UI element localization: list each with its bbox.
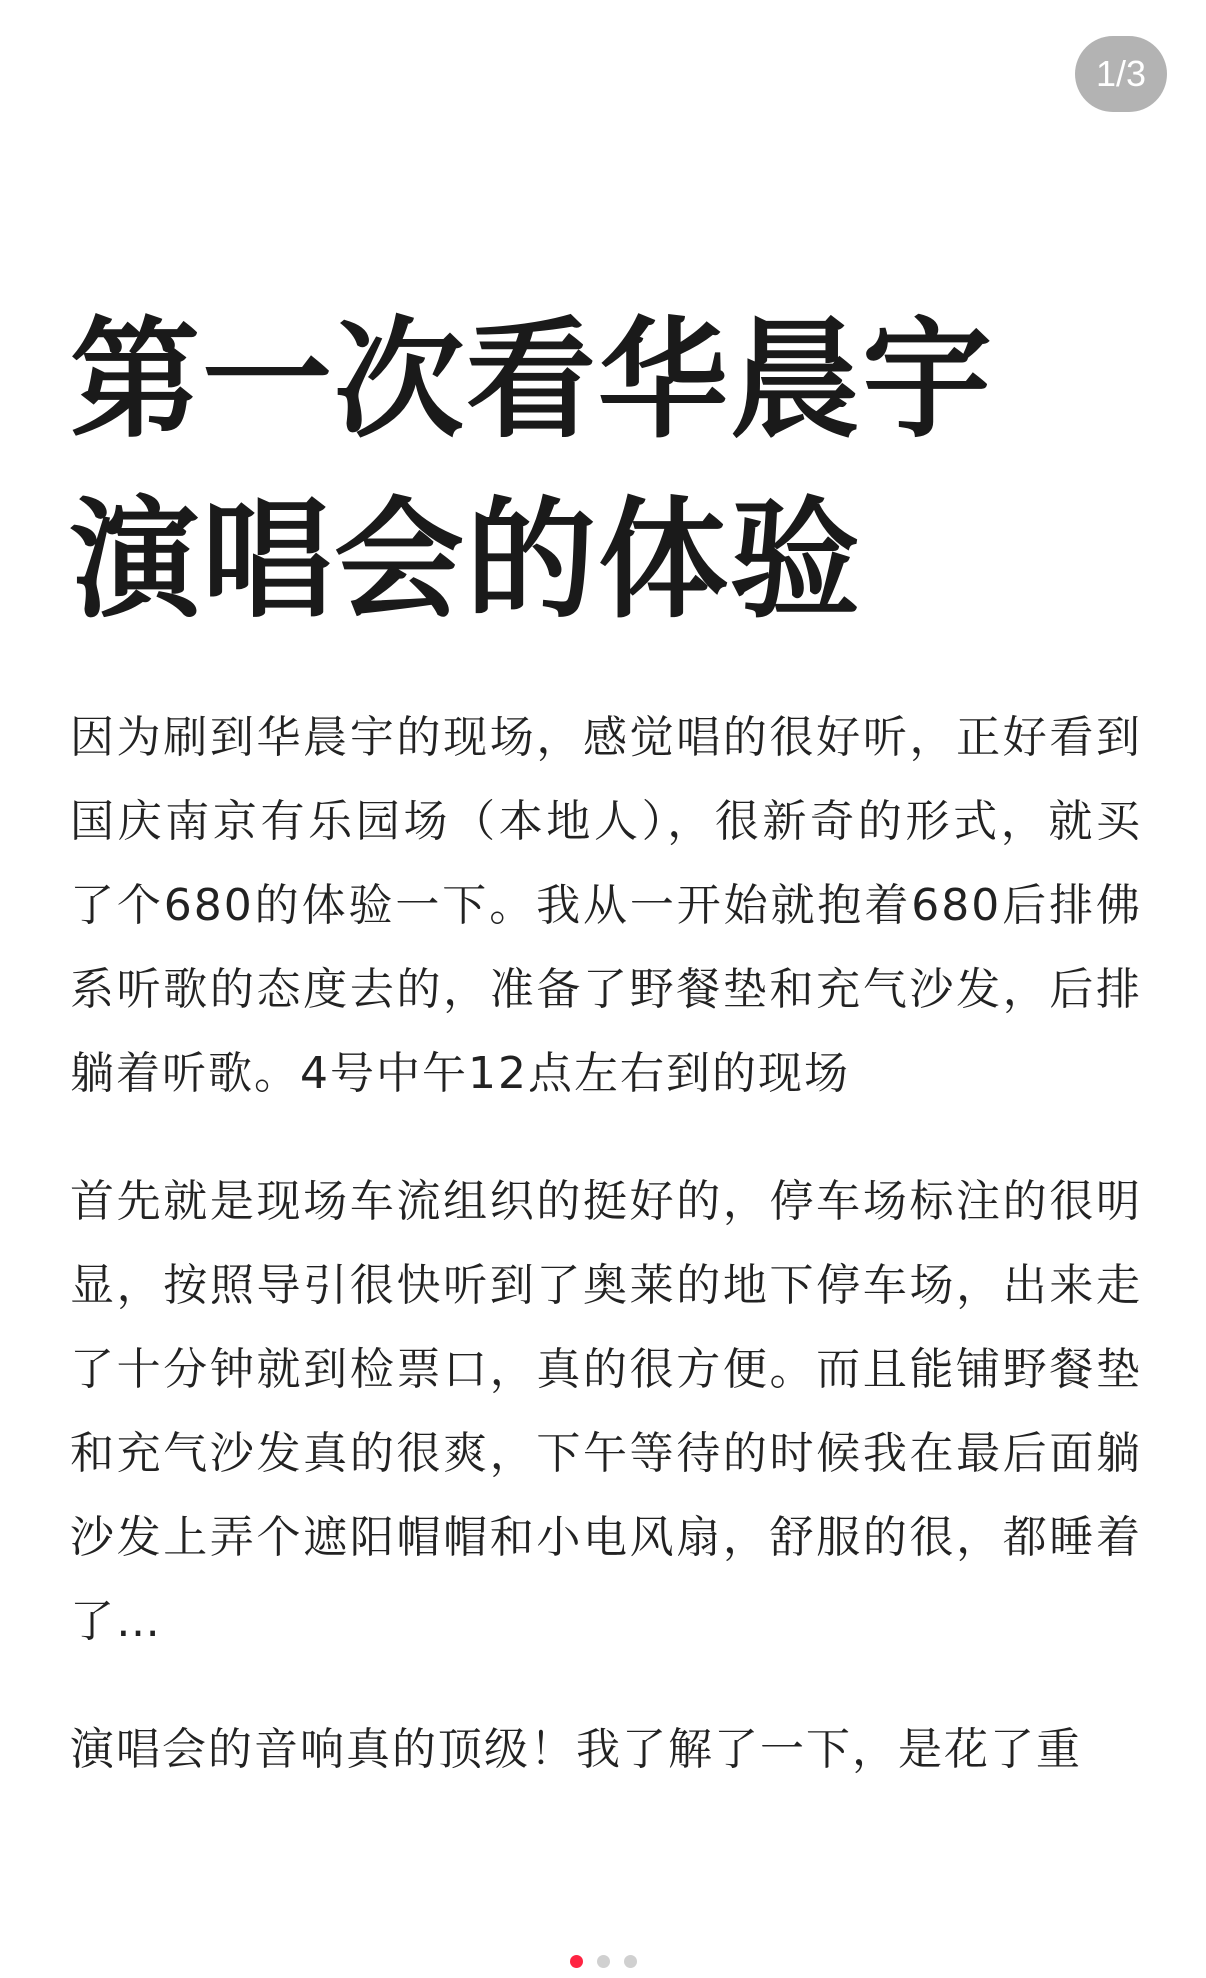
post-title	[70, 290, 1142, 650]
page-indicator: 1/3	[1075, 36, 1167, 112]
post-paragraph-1: 因为刷到华晨宇的现场，感觉唱的很好听，正好看到国庆南京有乐园场（本地人），很新奇的形式，就买了个680的体验一下。我从一开始就抱着680后排佛系听歌的态度去的，准备了野餐垫和充气沙发，后排躺着听歌。4号中午12点左右到的现场	[70, 712, 1142, 1099]
carousel-dot-2[interactable]	[597, 1955, 610, 1968]
post-title-line-2: 演唱会的体验	[70, 484, 863, 636]
carousel-dot-1[interactable]	[570, 1955, 583, 1968]
carousel-dots[interactable]	[0, 1955, 1206, 1968]
post-content	[70, 290, 1142, 1792]
carousel-dot-3[interactable]	[624, 1955, 637, 1968]
post-paragraph-2: 首先就是现场车流组织的挺好的，停车场标注的很明显，按照导引很快听到了奥莱的地下停车场，出来走了十分钟就到检票口，真的很方便。而且能铺野餐垫和充气沙发真的很爽，下午等待的时候我在最后面躺沙发上弄个遮阳帽帽和小电风扇，舒服的很，都睡着了…	[70, 1176, 1142, 1647]
post-paragraph-3: 演唱会的音响真的顶级！我了解了一下，是花了重	[70, 1724, 1082, 1775]
post-title-line-1: 第一次看华晨宇	[70, 304, 995, 456]
